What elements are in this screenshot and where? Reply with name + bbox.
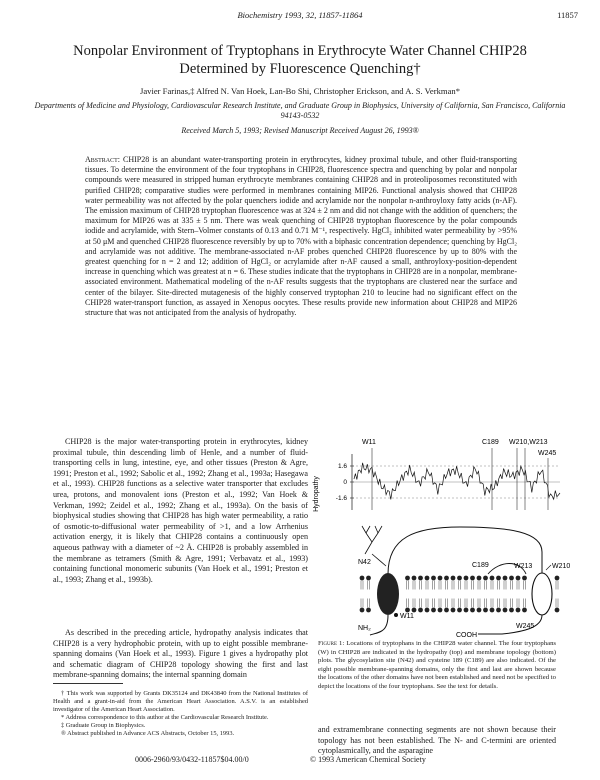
membrane-helix-8 <box>532 573 552 615</box>
lipid-head <box>496 608 501 613</box>
lipid-head <box>457 576 462 581</box>
lipid-tail <box>439 599 441 608</box>
lipid-head <box>438 608 443 613</box>
lipid-tail <box>485 581 487 590</box>
lipid-head <box>509 576 514 581</box>
nh2-label: NH₂ <box>358 625 371 632</box>
lipid-head <box>366 576 371 581</box>
footnote: ‡ Graduate Group in Biophysics. <box>61 722 146 729</box>
lipid-head <box>438 576 443 581</box>
footnote-rule <box>53 683 123 684</box>
lipid-tail <box>556 581 558 590</box>
lipid-head <box>555 608 560 613</box>
lipid-tail <box>465 581 467 590</box>
lipid-head <box>516 576 521 581</box>
lipid-tail <box>472 599 474 608</box>
lipid-tail <box>504 581 506 590</box>
lipid-tail <box>426 599 428 608</box>
lipid-head <box>477 608 482 613</box>
lipid-tail <box>413 599 415 608</box>
membrane-helix-1 <box>377 573 399 615</box>
lipid-head <box>360 576 365 581</box>
lipid-tail <box>465 599 467 608</box>
hydropathy-series-line <box>354 463 560 500</box>
y-axis-label: Hydropathy <box>313 476 320 512</box>
glycosylation-tree-icon <box>362 526 382 554</box>
received-dates: Received March 5, 1993; Revised Manuscript Received August 26, 1993® <box>181 126 419 135</box>
lipid-tail <box>504 599 506 608</box>
lipid-tail <box>446 599 448 608</box>
lipid-head <box>555 576 560 581</box>
lipid-head <box>509 608 514 613</box>
affiliation: Departments of Medicine and Physiology, Cardiovascular Research Institute, and Graduate Group in Biophysics, University of California, San Francisco, California 94143-0532 <box>34 101 566 120</box>
w213-label: W213 <box>514 563 533 570</box>
lipid-head <box>516 608 521 613</box>
lipid-tail <box>433 581 435 590</box>
n42-label: N42 <box>358 559 371 566</box>
lipid-head <box>431 576 436 581</box>
lipid-head <box>431 608 436 613</box>
abstract <box>85 155 517 318</box>
lipid-head <box>444 608 449 613</box>
hydropathy-plot <box>313 439 560 512</box>
lipid-tail <box>452 599 454 608</box>
caption-text: Locations of tryptophans in the CHIP28 water channel. The four tryptophans (W) in CHIP28 are indicated in the hydropathy (top) and membrane topology (bottom) plots. The glycosylation site (N42) and cysteine 189 (C189) are also indicated. Of the eight possible membrane-spanning domains, only the first and last are shown because the locations of the other domains have not been established and need not be specified to depict the locations of the four tryptophans. See the text for details. <box>318 640 557 690</box>
lipid-tail <box>452 581 454 590</box>
w11-marker <box>394 613 398 617</box>
abstract-label: Abstract: <box>85 155 121 164</box>
lipid-head <box>444 576 449 581</box>
footnote: † This work was supported by Grants DK35124 and DK43840 from the National Institutes of Health and a grant-in-aid from the American Heart Association. A.S.V. is an established investigator of the American Heart Association. <box>53 690 308 713</box>
lipid-tail <box>361 599 363 608</box>
lipid-tail <box>498 599 500 608</box>
w210-label: W210 <box>552 563 570 570</box>
lipid-head <box>412 576 417 581</box>
lipid-head <box>503 576 508 581</box>
lipid-tail <box>491 599 493 608</box>
lipid-tail <box>439 581 441 590</box>
paper-title: Nonpolar Environment of Tryptophans in Erythrocyte Water Channel CHIP28 Determined by Fluorescence Quenching† <box>73 43 527 77</box>
cooh-label: COOH <box>456 632 477 637</box>
w11-label: W11 <box>400 613 414 620</box>
body-paragraph-2: As described in the preceding article, hydropathy analysis indicates that CHIP28 is a very hydrophobic protein, with up to eight possible membrane-spanning domains (Van Hoek et al., 1993). Figure 1 gives a hydropathy plot and schematic diagram of CHIP28 topology showing the first and last membrane-spanning domains; the internal spanning domain <box>53 628 308 680</box>
lipid-head <box>418 576 423 581</box>
article-code: 0006-2960/93/0432-11857$04.00/0 <box>135 755 249 764</box>
figure-caption <box>318 640 556 691</box>
lipid-head <box>470 608 475 613</box>
lipid-tail <box>407 581 409 590</box>
y-tick-label: -1.6 <box>335 495 347 502</box>
lipid-tail <box>459 599 461 608</box>
page-number: 11857 <box>557 10 578 20</box>
lipid-tail <box>420 581 422 590</box>
lipid-head <box>405 576 410 581</box>
footnotes <box>53 690 308 738</box>
lipid-tail <box>556 599 558 608</box>
lipid-tail <box>478 581 480 590</box>
lipid-head <box>483 608 488 613</box>
lipid-head <box>412 608 417 613</box>
lipid-head <box>490 608 495 613</box>
author-list: Javier Farinas,‡ Alfred N. Van Hoek, Lan-Bo Shi, Christopher Erickson, and A. S. Verkman* <box>140 86 460 96</box>
lipid-tail <box>368 581 370 590</box>
lipid-head <box>457 608 462 613</box>
lipid-tail <box>524 599 526 608</box>
marker-label: W11 <box>362 439 376 446</box>
lipid-head <box>425 576 430 581</box>
lipid-tail <box>517 581 519 590</box>
lipid-head <box>464 608 469 613</box>
lipid-tail <box>407 599 409 608</box>
lipid-tail <box>459 581 461 590</box>
topology-diagram <box>358 526 570 637</box>
lipid-tail <box>361 581 363 590</box>
lipid-tail <box>413 581 415 590</box>
body-paragraph-3: and extramembrane connecting segments are not shown because their topology has not been established. The N- and C-termini are oriented cytoplasmically, and the asparagine <box>318 725 556 756</box>
marker-label: W210,W213 <box>509 439 548 446</box>
marker-label: C189 <box>482 439 499 446</box>
lipid-head <box>483 576 488 581</box>
journal-citation: Biochemistry 1993, 32, 11857-11864 <box>237 10 363 20</box>
lipid-head <box>360 608 365 613</box>
lipid-tail <box>446 581 448 590</box>
lipid-head <box>496 576 501 581</box>
lipid-tail <box>498 581 500 590</box>
y-tick-label: 0 <box>343 479 347 486</box>
lipid-head <box>418 608 423 613</box>
lipid-head <box>451 608 456 613</box>
lipid-tail <box>485 599 487 608</box>
lipid-head <box>503 608 508 613</box>
lipid-head <box>470 576 475 581</box>
lipid-tail <box>517 599 519 608</box>
lipid-tail <box>472 581 474 590</box>
lipid-tail <box>511 581 513 590</box>
lipid-head <box>490 576 495 581</box>
lipid-head <box>464 576 469 581</box>
footnote: ® Abstract published in Advance ACS Abstracts, October 15, 1993. <box>61 730 235 737</box>
lipid-head <box>522 576 527 581</box>
lipid-tail <box>420 599 422 608</box>
lipid-head <box>522 608 527 613</box>
lipid-head <box>366 608 371 613</box>
lipid-tail <box>368 599 370 608</box>
n42-connector <box>372 554 386 566</box>
lipid-head <box>405 608 410 613</box>
body-paragraph-1: CHIP28 is the major water-transporting protein in erythrocytes, kidney proximal tubule, thin descending limb of Henle, and a number of fluid-transporting cells in lung, intestine, eye, and other tissues (Preston & Agre, 1991; Preston et al., 1992; Sabolic et al., 1992; Zhang et al., 1993a; Hasegawa et al., 1993). CHIP28 functions as a selective water transporter that excludes urea, protons, and monovalent ions (Preston et al., 1992; Van Hoek & Verkman, 1992; Zeidel et al., 1992; Zhang et al., 1993a). On the basis of biophysical studies showing that CHIP28 has high water permeability, a ratio of osmotic-to-diffusional water permeability of >1, and a low Arrhenius activation energy, it is likely that CHIP28 contains a continuously open aqueous pathway with a diameter of ~2 Å. CHIP28 is probably assembled in the membrane as tetramers (Smith & Agre, 1991; Verbavatz et al., 1993) containing functional monomeric subunits (Van Hoek et al., 1991; Preston et al., 1993; Zhang et al., 1993b). <box>53 437 308 584</box>
abstract-text: CHIP28 is an abundant water-transporting protein in erythrocytes, kidney proximal tubule, and other fluid-transporting tissues. To determine the environment of the four tryptophans in CHIP28, fluorescence spectra and quenching by polar and nonpolar compounds were measured in stripped human erythrocyte membranes containing CHIP28 and in proteoliposomes reconstituted with purified CHIP28; comparative studies were performed in membranes containing MIP26. Functional analysis showed that CHIP28 water permeability was not affected by the polar quenchers iodide and acrylamide nor the nonpolar n-anthroyloxy fatty acids (n-AF). The emission maximum of CHIP28 tryptophan fluorescence was at 324 ± 2 nm and did not change with the addition of quenchers; the maximum for MIP26 was at 335 ± 5 nm. There was weak quenching of CHIP28 tryptophan fluorescence by the polar compounds iodide and acrylamide, with Stern–Volmer constants of 0.13 and 0.71 M⁻¹, respectively. HgCl₂ inhibited water permeability by >95% at 50 μM and quenched CHIP28 fluorescence reversibly by up to 70% with a biphasic concentration dependence; quenching by HgCl₂ and acrylamide was not additive. The membrane-associated n-AF probes quenched CHIP28 fluorescence by up to 80% with the greatest quenching for n = 2 and 12; addition of HgCl₂ or acrylamide after n-AF caused a small, anthroyloxy-position-dependent increase in quenching which was greatest at n = 6. These studies indicate that the tryptophans in CHIP28 are in a nonpolar, membrane-associated environment. Mathematical modeling of the n-AF results suggests that the tryptophans are clustered near the surface and center of the bilayer. Site-directed mutagenesis of the highly conserved tryptophan 210 to leucine had no significant effect on the CHIP28 water-transport function, as assayed in Xenopus oocytes. These results provide new information about CHIP28 and MIP26 structure that was not anticipated from the analysis of hydropathy. <box>85 155 517 318</box>
caption-label: Figure 1: <box>318 640 345 647</box>
lipid-tail <box>478 599 480 608</box>
w245-label: W245 <box>516 623 535 630</box>
lipid-head <box>451 576 456 581</box>
c189-label: C189 <box>472 562 489 569</box>
w210-pointer <box>546 565 551 570</box>
lipid-tail <box>426 581 428 590</box>
figure-1 <box>310 432 570 637</box>
lipid-head <box>425 608 430 613</box>
lipid-tail <box>433 599 435 608</box>
lipid-tail <box>491 581 493 590</box>
lipid-tail <box>511 599 513 608</box>
lipid-head <box>477 576 482 581</box>
y-tick-label: 1.6 <box>337 463 347 470</box>
marker-label: W245 <box>538 450 557 457</box>
copyright: © 1993 American Chemical Society <box>310 755 426 764</box>
footnote: * Address correspondence to this author at the Cardiovascular Research Institute. <box>61 714 269 721</box>
lipid-tail <box>524 581 526 590</box>
n-terminus-segment <box>370 615 388 635</box>
